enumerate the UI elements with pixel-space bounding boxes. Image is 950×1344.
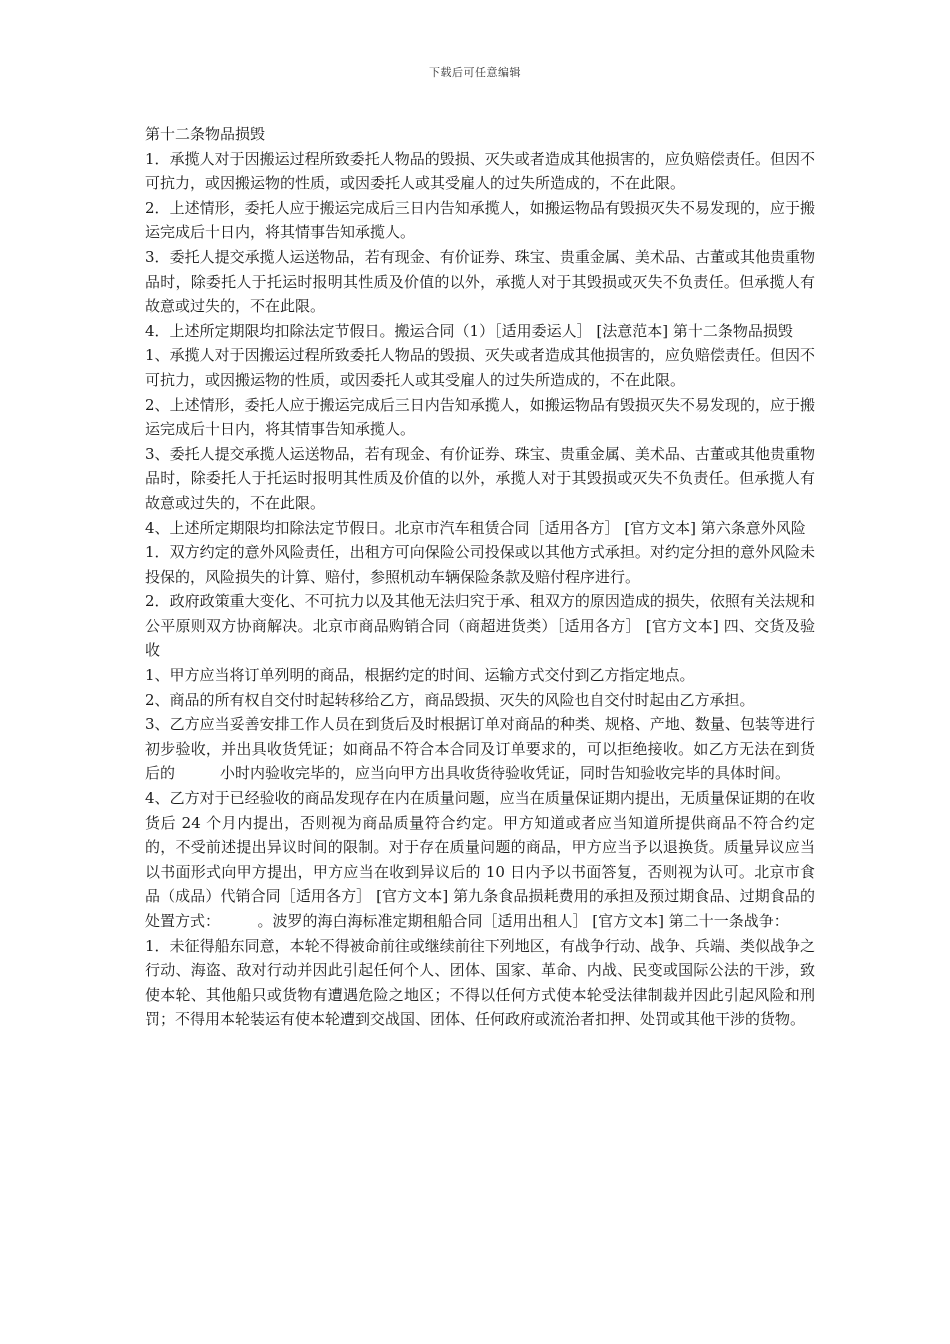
paragraph: 1、承揽人对于因搬运过程所致委托人物品的毁损、灭失或者造成其他损害的，应负赔偿责任。但因不可抗力，或因搬运物的性质，或因委托人或其受雇人的过失所造成的，不在此限。 xyxy=(145,346,815,389)
paragraph: 2、商品的所有权自交付时起转移给乙方，商品毁损、灭失的风险也自交付时起由乙方承担。 xyxy=(145,690,755,709)
document-body xyxy=(145,122,815,1032)
paragraph: 2、上述情形，委托人应于搬运完成后三日内告知承揽人，如搬运物品有毁损灭失不易发现的，应于搬运完成后十日内，将其情事告知承揽人。 xyxy=(145,395,815,439)
paragraph: 4．上述所定期限均扣除法定节假日。搬运合同（1）［适用委运人］ [法意范本] 第十二条物品损毁 xyxy=(145,321,793,340)
paragraph: 1．承揽人对于因搬运过程所致委托人物品的毁损、灭失或者造成其他损害的，应负赔偿责任。但因不可抗力，或因搬运物的性质，或因委托人或其受雇人的过失所造成的，不在此限。 xyxy=(145,149,815,193)
paragraph: 2．政府政策重大变化、不可抗力以及其他无法归究于承、租双方的原因造成的损失，依照有关法规和公平原则双方协商解决。北京市商品购销合同（商超进货类）［适用各方］ [官方文本] 四、交货及验收 xyxy=(145,592,815,660)
paragraph: 3、委托人提交承揽人运送物品，若有现金、有价证券、珠宝、贵重金属、美术品、古董或其他贵重物品时，除委托人于托运时报明其性质及价值的以外，承揽人对于其毁损或灭失不负责任。但承揽人有故意或过失的，不在此限。 xyxy=(145,444,815,512)
paragraph: 4、上述所定期限均扣除法定节假日。北京市汽车租赁合同［适用各方］ [官方文本] 第六条意外风险 xyxy=(145,518,806,537)
paragraph: 4、乙方对于已经验收的商品发现存在内在质量问题，应当在质量保证期内提出，无质量保证期的在收货后 24 个月内提出，否则视为商品质量符合约定。甲方知道或者应当知道所提供商品不符合约定的，不受前述提出异议时间的限制。对于存在质量问题的商品，甲方应当予以退换货。质量异议应当以书面形式向甲方提出，甲方应当在收到异议后的 10 日内予以书面答复，否则视为认可。北京市食品（成品）代销合同［适用各方］ [官方文本] 第九条食品损耗费用的承担及预过期食品、过期食品的处置方式： 。波罗的海白海标准定期租船合同［适用出租人］ [官方文本] 第二十一条战争： xyxy=(145,789,815,930)
paragraph: 1．双方约定的意外风险责任，出租方可向保险公司投保或以其他方式承担。对约定分担的意外风险未投保的，风险损失的计算、赔付，参照机动车辆保险条款及赔付程序进行。 xyxy=(145,543,815,586)
section-heading: 第十二条物品损毁 xyxy=(145,125,266,143)
paragraph: 2．上述情形，委托人应于搬运完成后三日内告知承揽人，如搬运物品有毁损灭失不易发现的，应于搬运完成后十日内，将其情事告知承揽人。 xyxy=(145,198,815,242)
paragraph: 1、甲方应当将订单列明的商品，根据约定的时间、运输方式交付到乙方指定地点。 xyxy=(145,666,695,685)
paragraph: 3、乙方应当妥善安排工作人员在到货后及时根据订单对商品的种类、规格、产地、数量、包装等进行初步验收，并出具收货凭证；如商品不符合本合同及订单要求的，可以拒绝接收。如乙方无法在到货后的 小时内验收完毕的，应当向甲方出具收货待验收凭证，同时告知验收完毕的具体时间。 xyxy=(145,715,815,783)
paragraph: 1．未征得船东同意，本轮不得被命前往或继续前往下列地区，有战争行动、战争、兵端、类似战争之行动、海盗、敌对行动并因此引起任何个人、团体、国家、革命、内战、民变或国际公法的干涉，致使本轮、其他船只或货物有遭遇危险之地区；不得以任何方式使本轮受法律制裁并因此引起风险和刑罚；不得用本轮装运有使本轮遭到交战国、团体、任何政府或流治者扣押、处罚或其他干涉的货物。 xyxy=(145,936,815,1029)
page-header: 下载后可任意编辑 xyxy=(429,66,521,79)
paragraph: 3．委托人提交承揽人运送物品，若有现金、有价证券、珠宝、贵重金属、美术品、古董或其他贵重物品时，除委托人于托运时报明其性质及价值的以外，承揽人对于其毁损或灭失不负责任。但承揽人有故意或过失的，不在此限。 xyxy=(145,247,815,316)
